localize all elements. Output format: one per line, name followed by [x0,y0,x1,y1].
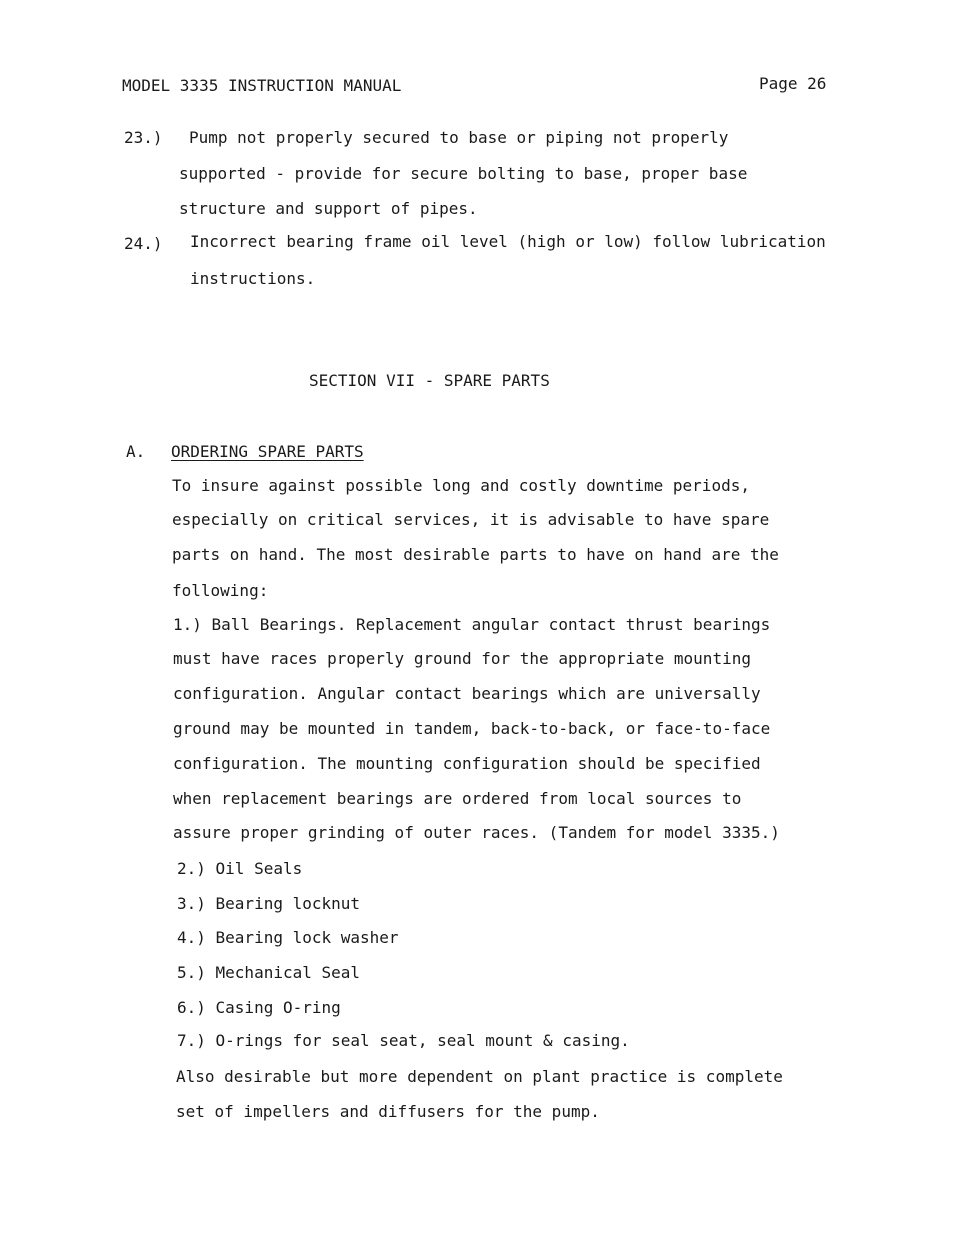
section-title: SECTION VII - SPARE PARTS [309,371,550,390]
paragraph-line: when replacement bearings are ordered from local sources to [173,789,742,808]
item-line: structure and support of pipes. [179,199,478,218]
item-number: 24.) [124,234,163,253]
paragraph-line: parts on hand. The most desirable parts to have on hand are the [172,545,779,564]
paragraph-line: set of impellers and diffusers for the pump. [176,1102,600,1121]
item-number: 23.) [124,128,163,147]
list-item: 2.) Oil Seals [177,859,303,878]
subsection-letter: A. [126,442,146,461]
paragraph-line: configuration. Angular contact bearings which are universally [173,684,761,703]
paragraph-line: configuration. The mounting configuration should be specified [173,754,761,773]
list-item: 5.) Mechanical Seal [177,963,361,982]
paragraph-line: especially on critical services, it is advisable to have spare [172,510,770,529]
list-item: 3.) Bearing locknut [177,894,361,913]
paragraph-line: Also desirable but more dependent on plant practice is complete [176,1067,783,1086]
paragraph-line: ground may be mounted in tandem, back-to-back, or face-to-face [173,719,771,738]
item-line: instructions. [190,269,316,288]
paragraph-line: To insure against possible long and costly downtime periods, [172,476,750,495]
subsection-heading: ORDERING SPARE PARTS [171,442,364,461]
paragraph-line: 1.) Ball Bearings. Replacement angular contact thrust bearings [173,615,771,634]
item-line: Incorrect bearing frame oil level (high or low) follow lubrication [190,232,826,251]
header-title: MODEL 3335 INSTRUCTION MANUAL [122,76,402,95]
list-item: 4.) Bearing lock washer [177,928,399,947]
list-item: 7.) O-rings for seal seat, seal mount & casing. [177,1031,630,1050]
paragraph-line: must have races properly ground for the appropriate mounting [173,649,751,668]
paragraph-line: assure proper grinding of outer races. (Tandem for model 3335.) [173,823,780,842]
list-item: 6.) Casing O-ring [177,998,341,1017]
page-number: Page 26 [759,74,827,93]
item-line: supported - provide for secure bolting to base, proper base [179,164,748,183]
item-line: Pump not properly secured to base or piping not properly [189,128,729,147]
paragraph-line: following: [172,581,269,600]
